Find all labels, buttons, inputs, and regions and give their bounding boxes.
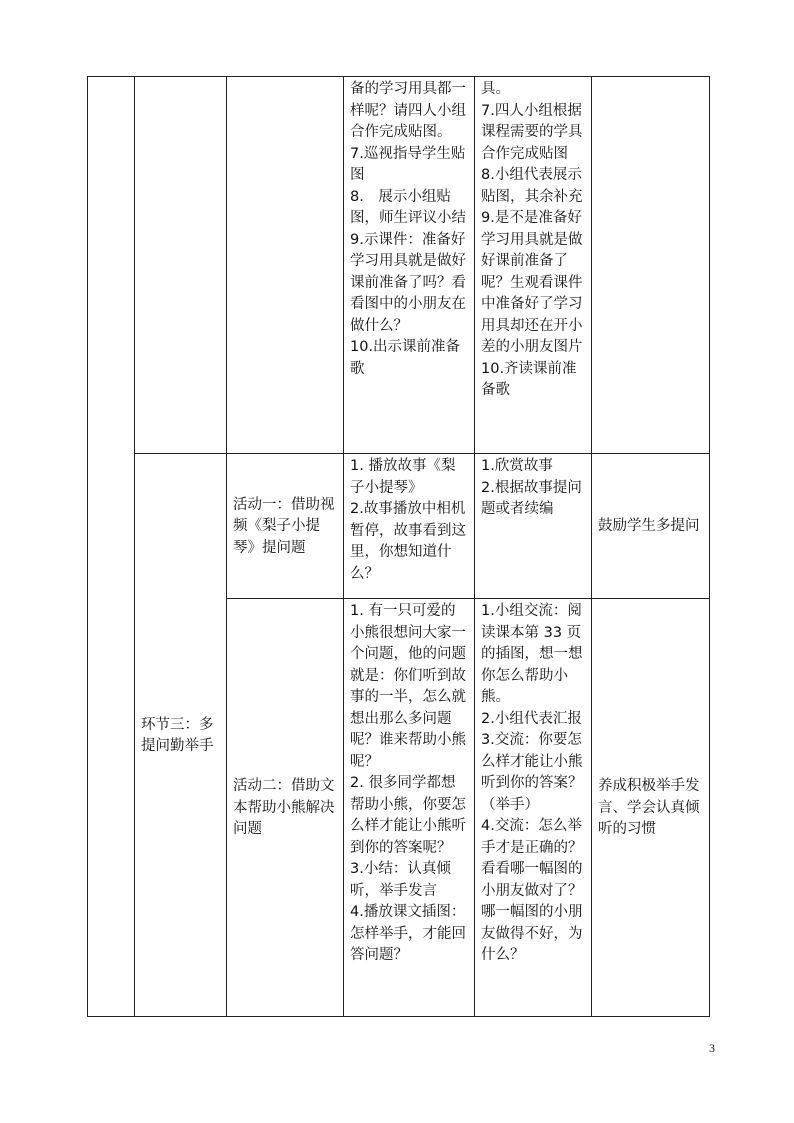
text-line: 2.故事播放中相机暂停，故事看到这里，你想知道什么？ [350,501,466,582]
text-line: 4.播放课文插图：怎样举手，才能回答问题？ [350,904,466,963]
text-line: 10.齐读课前准备歌 [481,360,577,398]
activity1-intent: 鼓励学生多提问 [598,518,700,535]
table-row-activity1 [88,454,710,599]
lesson-plan-table [87,76,710,1017]
text-line: 7.巡视指导学生贴图 [350,145,466,183]
text-line: 1.欣赏故事 [481,458,553,474]
text-line: 10.出示课前准备歌 [350,339,461,377]
activity-name-cell [227,454,344,599]
design-intent-cell [592,599,710,1017]
design-intent-cell [592,454,710,599]
text-line: 3.小结：认真倾听，举手发言 [350,861,451,899]
activity1-name: 活动一：借助视频《梨子小提琴》提问题 [233,496,335,556]
activity-cell-empty [227,77,344,454]
text-line: 9.是不是准备好学习用具就是做好课前准备了呢？生观看课件中准备好了学习用具却还在开小差的小朋友图片 [481,210,583,355]
table-row-continued [88,77,710,454]
activity2-intent: 养成积极举手发言、学会认真倾听的习惯 [598,778,700,838]
text-line: 备的学习用具都一样呢？请四人小组合作完成贴图。 [350,81,466,140]
text-line: 2.根据故事提问题或者续编 [481,479,582,517]
text-line: 3.交流：你要怎么样才能让小熊听到你的答案？（举手） [481,732,583,813]
stage-cell [88,77,135,1017]
activity-name-cell [227,599,344,1017]
text-line: 1. 有一只可爱的小熊很想问大家一个问题，他的问题就是：你们听到故事的一半，怎么就想出那么多问题呢？谁来帮助小熊呢？ [350,603,466,770]
student-activity-cell [475,599,592,1017]
teacher-activity-cell [344,77,475,454]
section-title-cell [135,454,227,1017]
text-line: 4.交流：怎么举手才是正确的？看看哪一幅图的小朋友做对了？哪一幅图的小朋友做得不好，为什么？ [481,818,583,963]
text-line: 1.小组交流：阅读课本第 33 页的插图，想一想你怎么帮助小熊。 [481,603,583,705]
text-line: 9.示课件：准备好学习用具就是做好课前准备了吗？看看图中的小朋友在做什么？ [350,231,466,334]
teacher-activity-cell [344,599,475,1017]
text-line: 1. 播放故事《梨子小提琴》 [350,458,456,496]
text-line: 2.小组代表汇报 [481,710,582,727]
activity2-name: 活动二：借助文本帮助小熊解决问题 [233,778,335,838]
student-activity-cell [475,454,592,599]
section-cell-empty [135,77,227,454]
intent-cell-empty [592,77,710,454]
text-line: 2. 很多同学都想帮助小熊，你要怎么样才能让小熊听到你的答案呢？ [350,775,466,856]
text-line: 8.小组代表展示贴图，其余补充 [481,167,583,205]
section-title: 环节三：多提问勤举手 [141,716,214,754]
page-number: 3 [709,1041,715,1055]
text-line: 7.四人小组根据课程需要的学具合作完成贴图 [481,102,583,162]
teacher-activity-cell [344,454,475,599]
text-line: 8. 展示小组贴图，师生评议小结 [350,188,466,226]
student-activity-cell [475,77,592,454]
text-line: 具。 [481,81,510,97]
